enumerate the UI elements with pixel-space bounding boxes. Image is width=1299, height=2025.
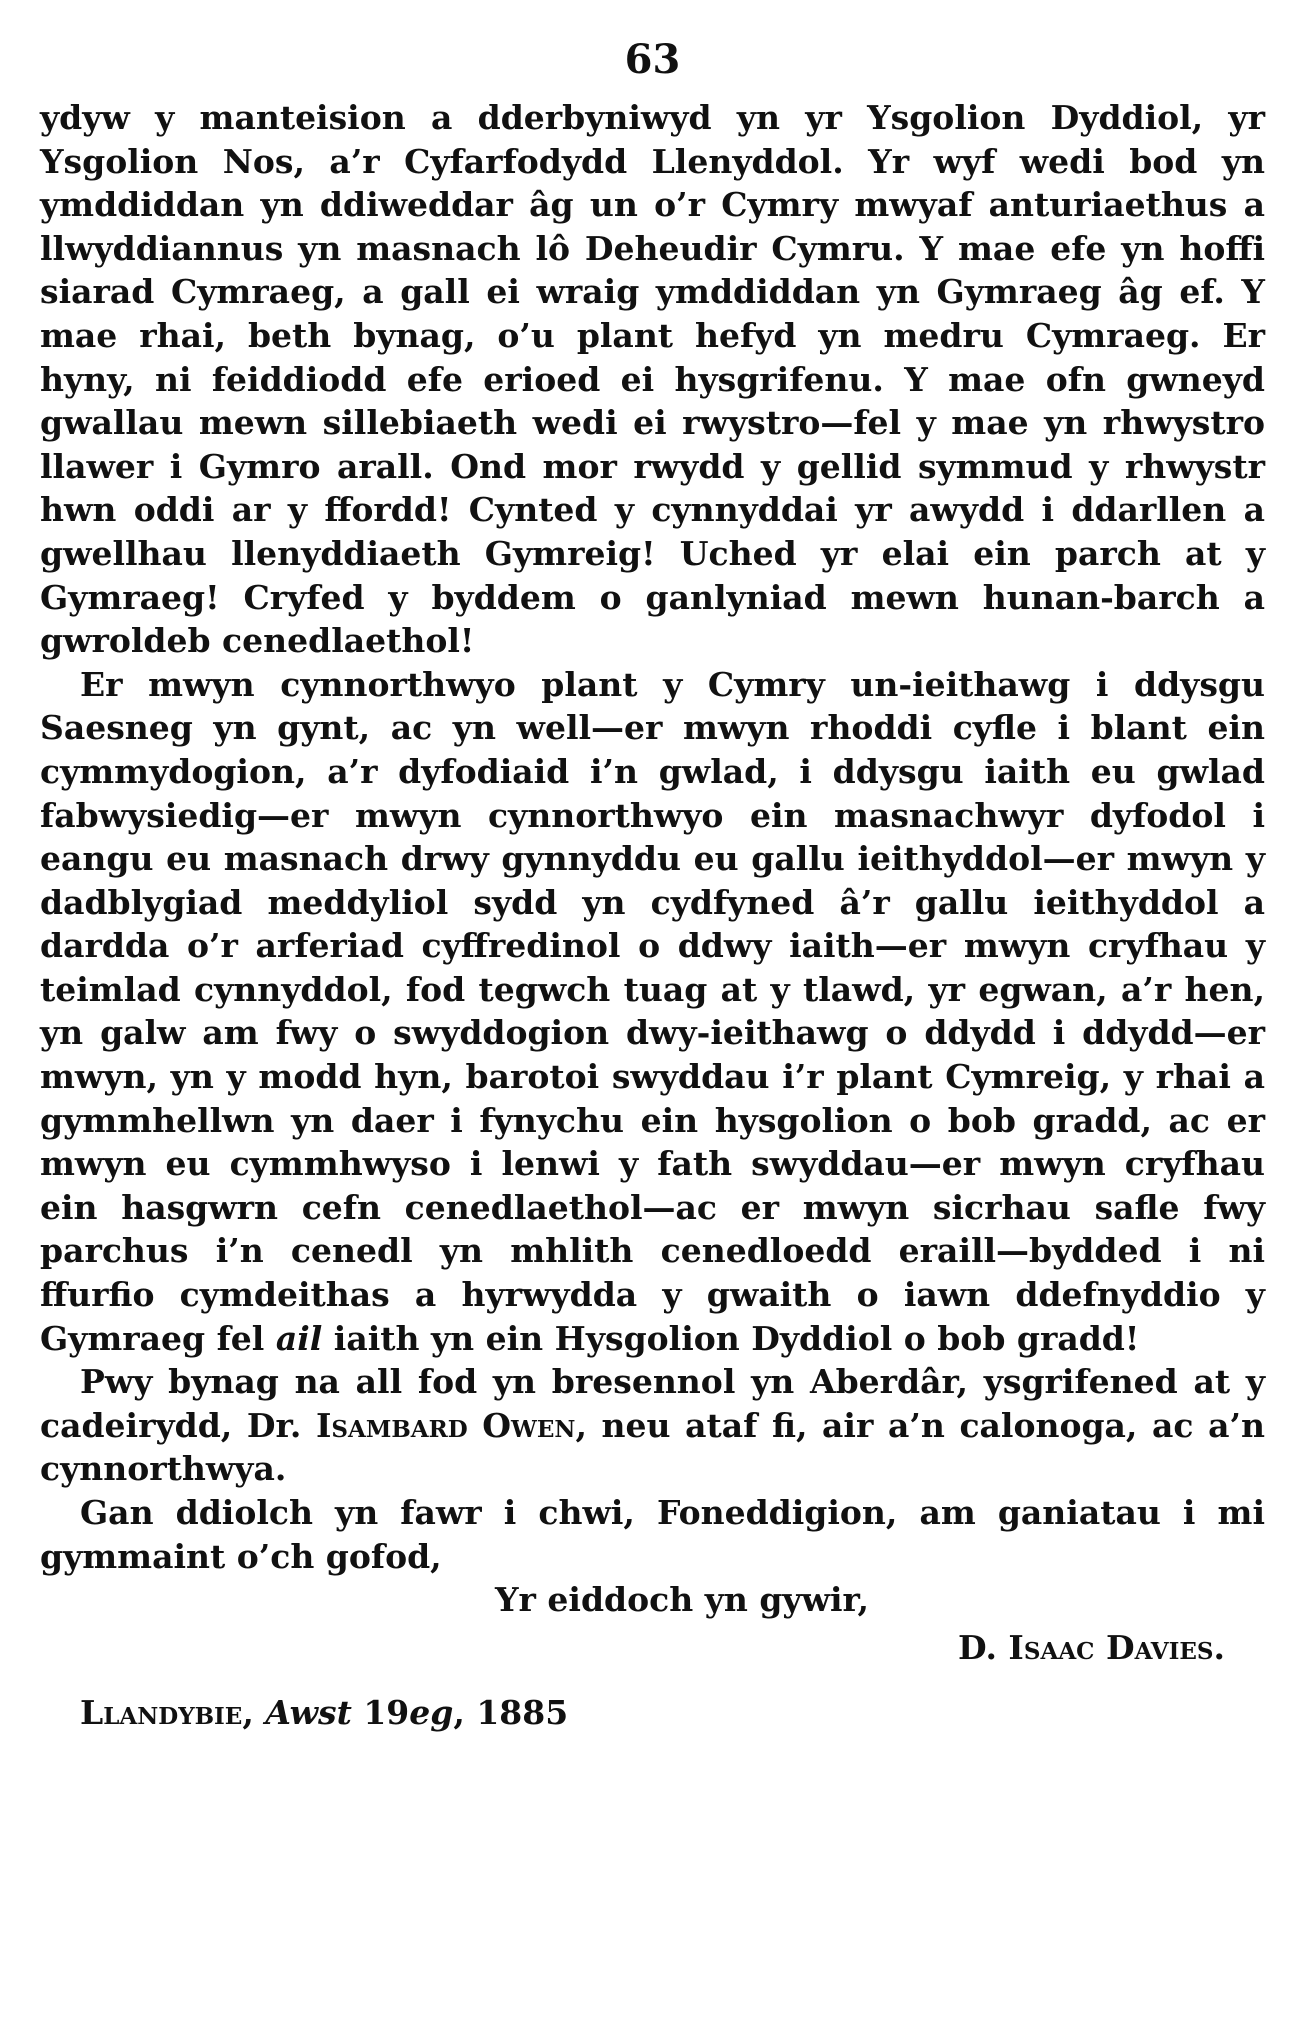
day-suffix: eg: [409, 1693, 454, 1733]
place-date: [40, 1691, 1265, 1735]
paragraph-2-text-after: iaith yn ein Hysgolion Dyddiol o bob gradd!: [322, 1318, 1140, 1358]
page: [40, 30, 1265, 1735]
paragraph-3: [40, 1360, 1265, 1491]
paragraph-2: [40, 663, 1265, 1361]
paragraph-2-italic-word: ail: [275, 1318, 323, 1358]
year: , 1885: [453, 1693, 569, 1733]
paragraph-4-text: Gan ddiolch yn fawr i chwi, Foneddigion, am ganiatau i mi gymmaint o’ch gofod,: [40, 1493, 1265, 1576]
valediction: Yr eiddoch yn gywir,: [495, 1580, 870, 1620]
chairman-name: Isambard Owen: [315, 1405, 576, 1445]
page-number: 63: [624, 36, 681, 83]
paragraph-1-text: ydyw y manteision a dderbyniwyd yn yr Ysgolion Dyddiol, yr Ysgolion Nos, a’r Cyfarfodydd Llenyddol. Yr wyf wedi bod yn ymddiddan yn ddiweddar âg un o’r Cymry mwyaf anturiaethus a llwyddiannus yn masnach lô Deheudir Cymru. Y mae efe yn hoffi siarad Cymraeg, a gall ei wraig ymddiddan yn Gymraeg âg ef. Y mae rhai, beth bynag, o’u plant hefyd yn medru Cymraeg. Er hyny, ni feiddiodd efe erioed ei hysgrifenu. Y mae ofn gwneyd gwallau mewn sillebiaeth wedi ei rwystro—fel y mae yn rhwystro llawer i Gymro arall. Ond mor rwydd y gellid symmud y rhwystr hwn oddi ar y ffordd! Cynted y cynnyddai yr awydd i ddarllen a gwellhau llenyddiaeth Gymreig! Uched yr elai ein parch at y Gymraeg! Cryfed y byddem o ganlyniad mewn hunan-barch a gwroldeb cenedlaethol!: [40, 98, 1265, 661]
paragraph-2-text-before: Er mwyn cynnorthwyo plant y Cymry un-ieithawg i ddysgu Saesneg yn gynt, ac yn well—er mwyn rhoddi cyfle i blant ein cymmydogion, a’r dyfodiaid i’n gwlad, i ddysgu iaith eu gwlad fabwysiedig—er mwyn cynnorthwyo ein masnachwyr dyfodol i eangu eu masnach drwy gynnyddu eu gallu ieithyddol—er mwyn y dadblygiad meddyliol sydd yn cydfyned â’r gallu ieithyddol a dardda o’r arferiad cyffredinol o ddwy iaith—er mwyn cryfhau y teimlad cynnyddol, fod tegwch tuag at y tlawd, yr egwan, a’r hen, yn galw am fwy o swyddogion dwy-ieithawg o ddydd i ddydd—er mwyn, yn y modd hyn, barotoi swyddau i’r plant Cymreig, y rhai a gymmhellwn yn daer i fynychu ein hysgolion o bob gradd, ac er mwyn eu cymmhwyso i lenwi y fath swyddau—er mwyn cryfhau ein hasgwrn cefn cenedlaethol—ac er mwyn sicrhau safle fwy parchus i’n cenedl yn mhlith cenedloedd eraill—bydded i ni ffurfio cymdeithas a hyrwydda y gwaith o iawn ddefnyddio y Gymraeg fel: [40, 664, 1265, 1358]
paragraph-3-text-after: , neu ataf fi, air a’n calonoga, ac a’n cynnorthwya.: [40, 1405, 1265, 1489]
day-number: 19: [363, 1693, 410, 1733]
paragraph-1: [40, 96, 1265, 663]
paragraph-4: [40, 1491, 1265, 1578]
closing-block: [40, 1578, 1265, 1669]
month: Awst: [265, 1693, 352, 1733]
signature: D. Isaac Davies.: [958, 1627, 1225, 1667]
paragraph-3-text-before: Pwy bynag na all fod yn bresennol yn Aberdâr, ysgrifened at y cadeirydd, Dr.: [40, 1362, 1265, 1445]
place-date-separator: ,: [242, 1693, 266, 1733]
place-name: Llandybie: [80, 1693, 243, 1733]
